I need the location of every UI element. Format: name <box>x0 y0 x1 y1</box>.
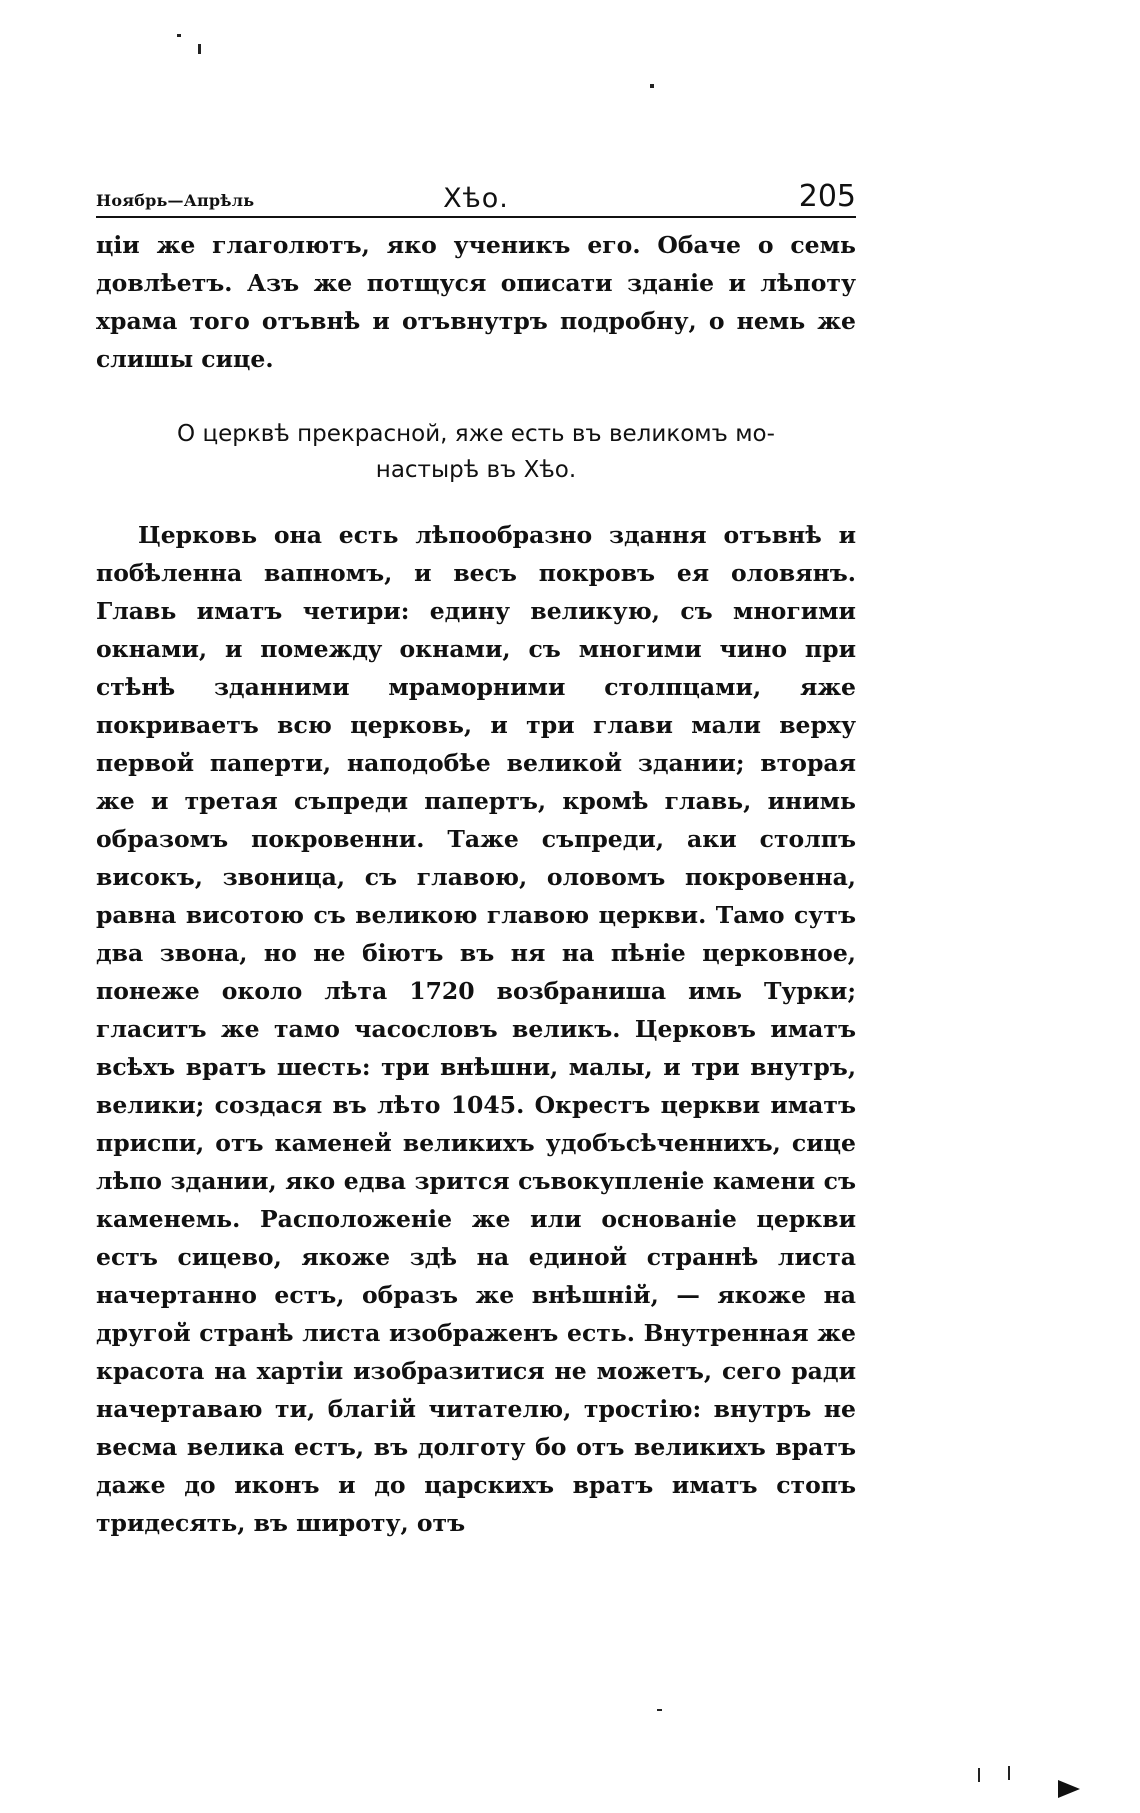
ink-speck <box>198 44 201 54</box>
ink-speck <box>657 1709 662 1711</box>
page-number: 205 <box>798 179 856 214</box>
ink-speck <box>978 1768 980 1782</box>
main-paragraph: Церковь она есть лѣпообразно здання отъвнѣ и побѣленна вапномъ, и весъ покровъ ея оловянъ. Главь иматъ четири: едину великую, съ многими окнами, и помеждy окнами, съ многими чино при стѣнѣ зданними мраморними столпцами, яже покриваетъ всю церковь, и три глави мали верху первой паперти, наподобѣе великой здании; вторая же и третая съпреди папертъ, кромѣ главь, инимь образомъ покровенни. Таже съпреди, аки столпъ високъ, звоница, съ главою, оловомъ покровенна, равна висотою съ великою главою церкви. Тамо сутъ два звона, но не біютъ въ ня на пѣніе церковное, понеже около лѣта 1720 возбраниша имь Турки; гласитъ же тамо часословъ великъ. Церковъ иматъ всѣхъ вратъ шесть: три внѣшни, малы, и три внутръ, велики; создася въ лѣто 1045. Окрестъ церкви иматъ приспи, отъ каменей великихъ удобъсѣченнихъ, сице лѣпо здании, яко едва зрится съвокупленіе камени съ каменемь. Расположеніе же или основаніе церкви естъ сицево, якоже здѣ на единой страннѣ листа начертанно естъ, образъ же внѣшній, — якоже на другой странѣ листа изображенъ есть. Внутренная же красота на хартіи изобразитися не можетъ, сего ради начертаваю ти, благій читателю, тростію: внутръ не весма велика естъ, въ долготу бо отъ великихъ вратъ даже до иконъ и до царскихъ вратъ иматъ стопъ тридесять, въ широту, отъ <box>96 521 856 1537</box>
continuation-paragraph: ціи же глаголютъ, яко ученикъ его. Обаче о семь довлѣетъ. Азъ же потщуся описати зданіе и лѣпоту храма того отъвнѣ и отъвнутръ подробну, о немь же слишы сице. <box>96 231 856 373</box>
section-heading <box>96 416 856 488</box>
ink-speck <box>177 34 181 37</box>
section-heading-line: О церквѣ прекрасной, яже есть въ великомъ мо- <box>177 421 775 447</box>
section-heading-line: настырѣ въ Хѣо. <box>375 457 577 483</box>
ink-speck <box>1008 1766 1010 1780</box>
running-head <box>96 170 856 218</box>
running-head-title: Хѣо. <box>443 183 509 214</box>
running-head-months: Ноябрь—Апрѣль <box>96 191 255 210</box>
ink-speck <box>650 84 654 88</box>
page-turn-arrow-icon <box>1058 1780 1080 1798</box>
book-page <box>96 170 856 1542</box>
